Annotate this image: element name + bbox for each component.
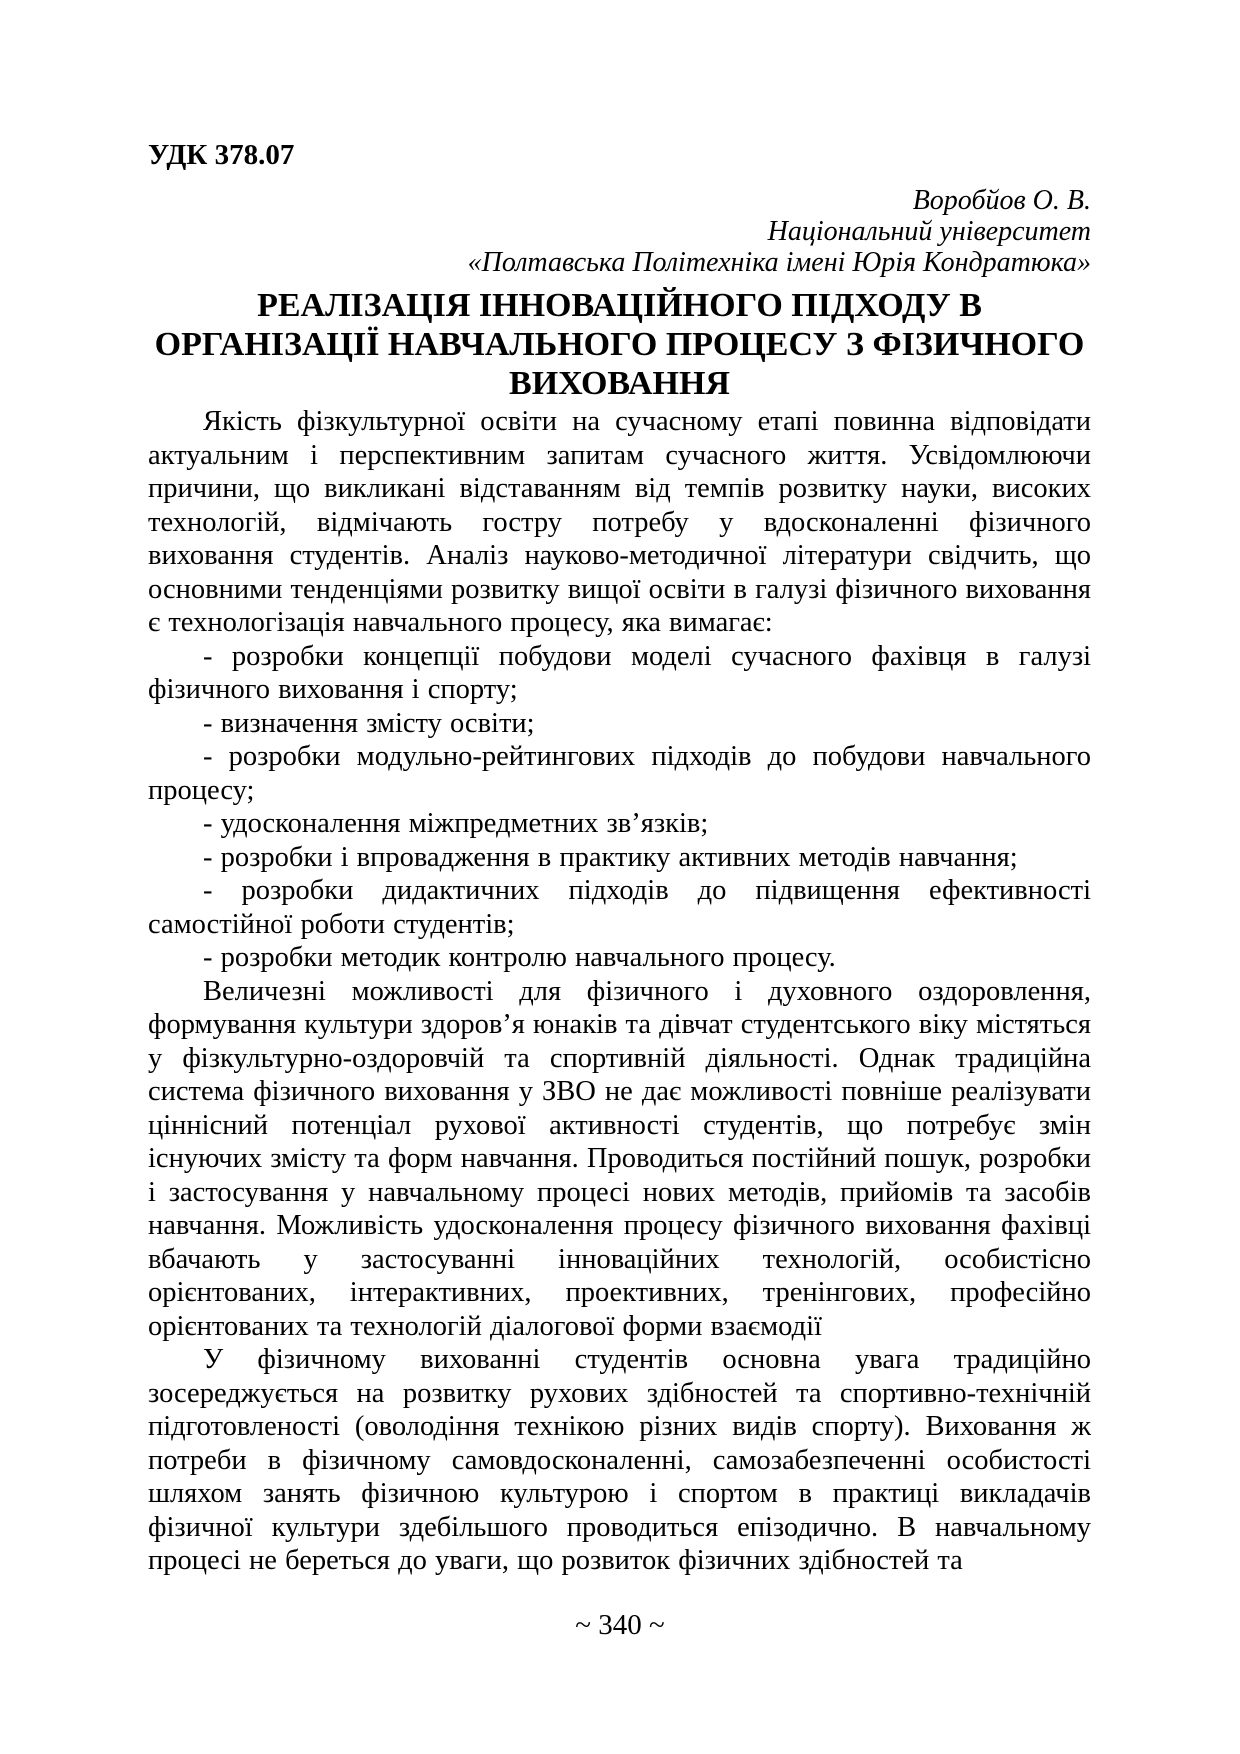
author-name: Воробйов О. В. <box>912 185 1091 216</box>
affiliation-line-1: Національний університет <box>767 216 1091 247</box>
paragraph-main-2: У фізичному вихованні студентів основна увага традиційно зосереджується на розвитку рухових здібностей та спортивно-технічній підготовленості (оволодіння технікою різних видів спорту). Виховання ж потреби в фізичному самовдосконаленні, самозабезпеченні особистості шляхом занять фізичною культурою і спортом в практиці викладачів фізичної культури здебільшого проводиться епізодично. В навчальному процесі не береться до уваги, що розвиток фізичних здібностей та <box>148 1344 1091 1576</box>
list-item-3: - розробки модульно-рейтингових підходів до побудови навчального процесу; <box>148 741 1091 806</box>
list-item-7: - розробки методик контролю навчального процесу. <box>203 942 836 973</box>
page-number: ~ 340 ~ <box>575 1609 665 1641</box>
list-item-6: - розробки дидактичних підходів до підвищення ефективності самостійної роботи студентів; <box>148 875 1091 940</box>
udk-code: УДК 378.07 <box>148 139 295 171</box>
list-item-5: - розробки і впровадження в практику активних методів навчання; <box>203 841 1018 873</box>
paragraph-intro: Якість фізкультурної освіти на сучасному етапі повинна відповідати актуальним і перспективним запитам сучасного життя. Усвідомлюючи причини, що викликані відставанням від темпів розвитку науки, високих технологій, відмічають гостру потребу у вдосконаленні фізичного виховання студентів. Аналіз науково-методичної літератури свідчить, що основними тенденціями розвитку вищої освіти в галузі фізичного виховання є технологізація навчального процесу, яка вимагає: <box>148 406 1091 638</box>
byline-block <box>148 185 1091 278</box>
paragraph-main-1: Величезні можливості для фізичного і духовного оздоровлення, формування культури здоров’я юнаків та дівчат студентського віку містяться у фізкультурно-оздоровчій та спортивній діяльності. Однак традиційна система фізичного виховання у ЗВО не дає можливості повніше реалізувати ціннісний потенціал рухової активності студентів, що потребує змін існуючих змісту та форм навчання. Проводиться постійний пошук, розробки і застосування у навчальному процесі нових методів, прийомів та засобів навчання. Можливість удосконалення процесу фізичного виховання фахівці вбачають у застосуванні інноваційних технологій, особистісно орієнтованих, інтерактивних, проективних, тренінгових, професійно орієнтованих та технологій діалогової форми взаємодії <box>148 975 1091 1342</box>
page-content <box>148 138 1091 1578</box>
article-body <box>148 405 1091 1578</box>
list-item-1: - розробки концепції побудови моделі сучасного фахівця в галузі фізичного виховання і спорту; <box>148 640 1091 705</box>
affiliation-line-2: «Полтавська Політехніка імені Юрія Кондратюка» <box>467 247 1091 278</box>
article-title: РЕАЛІЗАЦІЯ ІННОВАЦІЙНОГО ПІДХОДУ В ОРГАНІЗАЦІЇ НАВЧАЛЬНОГО ПРОЦЕСУ З ФІЗИЧНОГО ВИХОВАННЯ <box>154 287 1085 402</box>
list-item-2: - визначення змісту освіти; <box>203 707 535 739</box>
list-item-4: - удосконалення міжпредметних зв’язків; <box>203 808 709 839</box>
